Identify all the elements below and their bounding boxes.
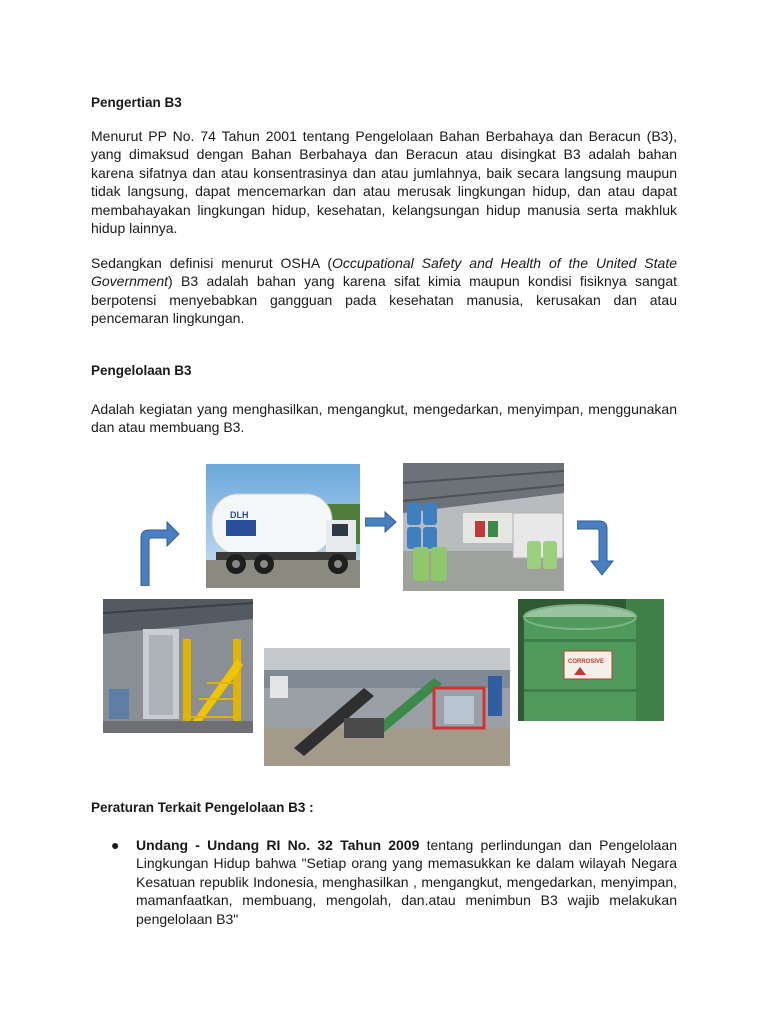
truck-label: DLH (230, 510, 249, 520)
photo-warehouse-storage (403, 463, 564, 591)
paragraph-pengelolaan: Adalah kegiatan yang menghasilkan, mengangkut, mengedarkan, menyimpan, menggunakan dan atau membuang B3. (91, 401, 677, 436)
peraturan-list (91, 836, 677, 928)
photo-processing-plant (103, 599, 253, 733)
drum-label: CORROSIVE (568, 659, 605, 665)
regulation-name: Undang - Undang RI No. 32 Tahun 2009 (136, 837, 420, 853)
list-item (91, 836, 677, 928)
osha-italic: Occupational Safety and Health of the United State Government (91, 255, 677, 290)
heading-pengertian: Pengertian B3 (91, 95, 182, 110)
osha-text-b: ) B3 adalah bahan yang karena sifat kimia maupun kondisi fisiknya sangat berpotensi menyebabkan gangguan pada kesehatan manusia, kerusakan dan atau pencemaran lingkungan. (91, 273, 677, 327)
bullet-dot-icon: ● (111, 837, 120, 853)
photo-tanker-truck (206, 464, 360, 588)
paragraph-pengertian-osha (91, 254, 677, 328)
heading-peraturan: Peraturan Terkait Pengelolaan B3 : (91, 800, 314, 815)
regulation-description: tentang perlindungan dan Pengelolaan Lingkungan Hidup bahwa "Setiap orang yang memasukkan ke dalam wilayah Negara Kesatuan republik Indonesia, menghasilkan , mengangkut, mengedarkan, menyimpan, mamanfaatkan, membuang, mengolah, dan.atau menimbun B3 wajib melakukan pengelolaan B3" (136, 837, 677, 927)
arrow-right-icon (365, 511, 397, 533)
osha-text-a: Sedangkan definisi menurut OSHA ( (91, 255, 333, 271)
paragraph-pengertian-pp: Menurut PP No. 74 Tahun 2001 tentang Pengelolaan Bahan Berbahaya dan Beracun (B3), yang dimaksud dengan Bahan Berbahaya dan Beracun atau disingkat B3 adalah bahan karena sifatnya dan atau konsentrasinya dan atau jumlahnya, baik secara langsung maupun tidak langsung, dapat mencemarkan dan atau merusak lingkungan hidup, dan atau dapat membahayakan lingkungan hidup, kesehatan, kelangsungan hidup manusia serta makhluk hidup lainnya. (91, 128, 677, 237)
photo-conveyor-facility (264, 648, 510, 766)
heading-pengelolaan: Pengelolaan B3 (91, 363, 192, 378)
photo-corrosive-drum (518, 599, 664, 721)
arrow-right-down-icon (577, 517, 615, 577)
arrow-up-right-icon (137, 518, 181, 586)
